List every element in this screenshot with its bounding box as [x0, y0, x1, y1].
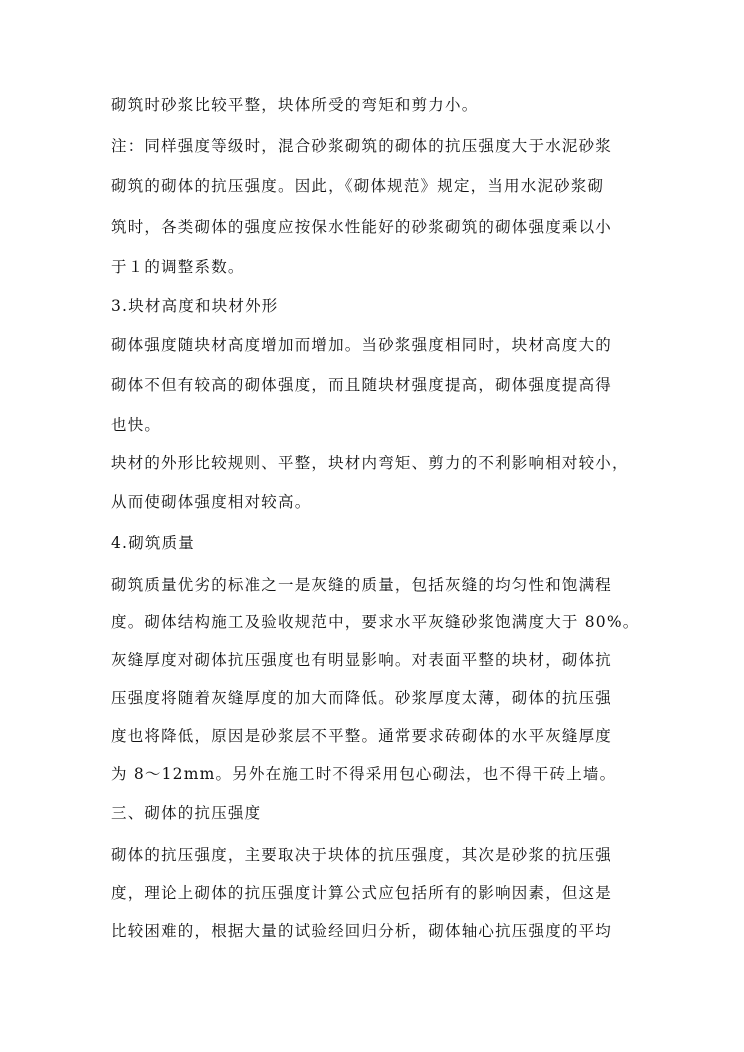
text-line: 砌体的抗压强度，主要取决于块体的抗压强度，其次是砂浆的抗压强 [111, 846, 613, 864]
text-line: 度。砌体结构施工及验收规范中，要求水平灰缝砂浆饱满度大于 80%。 [111, 613, 640, 631]
text-line: 为 8～12mm。另外在施工时不得采用包心砌法，也不得干砖上墙。 [111, 765, 617, 783]
text-line: 灰缝厚度对砌体抗压强度也有明显影响。对表面平整的块材，砌体抗 [111, 651, 613, 669]
text-line: 度，理论上砌体的抗压强度计算公式应包括所有的影响因素，但这是 [111, 884, 613, 902]
section-heading: 3.块材高度和块材外形 [111, 297, 279, 315]
section-heading: 4.砌筑质量 [111, 534, 195, 552]
text-line: 筑时，各类砌体的强度应按保水性能好的砂浆砌筑的砌体强度乘以小 [111, 218, 613, 236]
text-line: 砌筑的砌体的抗压强度。因此，《砌体规范》规定，当用水泥砂浆砌 [111, 177, 605, 195]
text-line: 砌筑时砂浆比较平整，块体所受的弯矩和剪力小。 [111, 96, 479, 114]
note-line: 注：同样强度等级时，混合砂浆砌筑的砌体的抗压强度大于水泥砂浆 [111, 137, 613, 155]
text-line: 比较困难的，根据大量的试验经回归分析，砌体轴心抗压强度的平均 [111, 922, 613, 940]
section-heading: 三、砌体的抗压强度 [111, 804, 262, 822]
text-line: 砌筑质量优劣的标准之一是灰缝的质量，包括灰缝的均匀性和饱满程 [111, 576, 613, 594]
text-line: 砌体强度随块材高度增加而增加。当砂浆强度相同时，块材高度大的 [111, 336, 613, 354]
text-line: 砌体不但有较高的砌体强度，而且随块材强度提高，砌体强度提高得 [111, 376, 613, 394]
text-line: 也快。 [111, 416, 162, 434]
text-line: 压强度将随着灰缝厚度的加大而降低。砂浆厚度太薄，砌体的抗压强 [111, 689, 613, 707]
text-line: 块材的外形比较规则、平整，块材内弯矩、剪力的不利影响相对较小， [111, 454, 629, 472]
text-line: 于１的调整系数。 [111, 258, 245, 276]
text-line: 从而使砌体强度相对较高。 [111, 493, 312, 511]
text-line: 度也将降低，原因是砂浆层不平整。通常要求砖砌体的水平灰缝厚度 [111, 727, 613, 745]
